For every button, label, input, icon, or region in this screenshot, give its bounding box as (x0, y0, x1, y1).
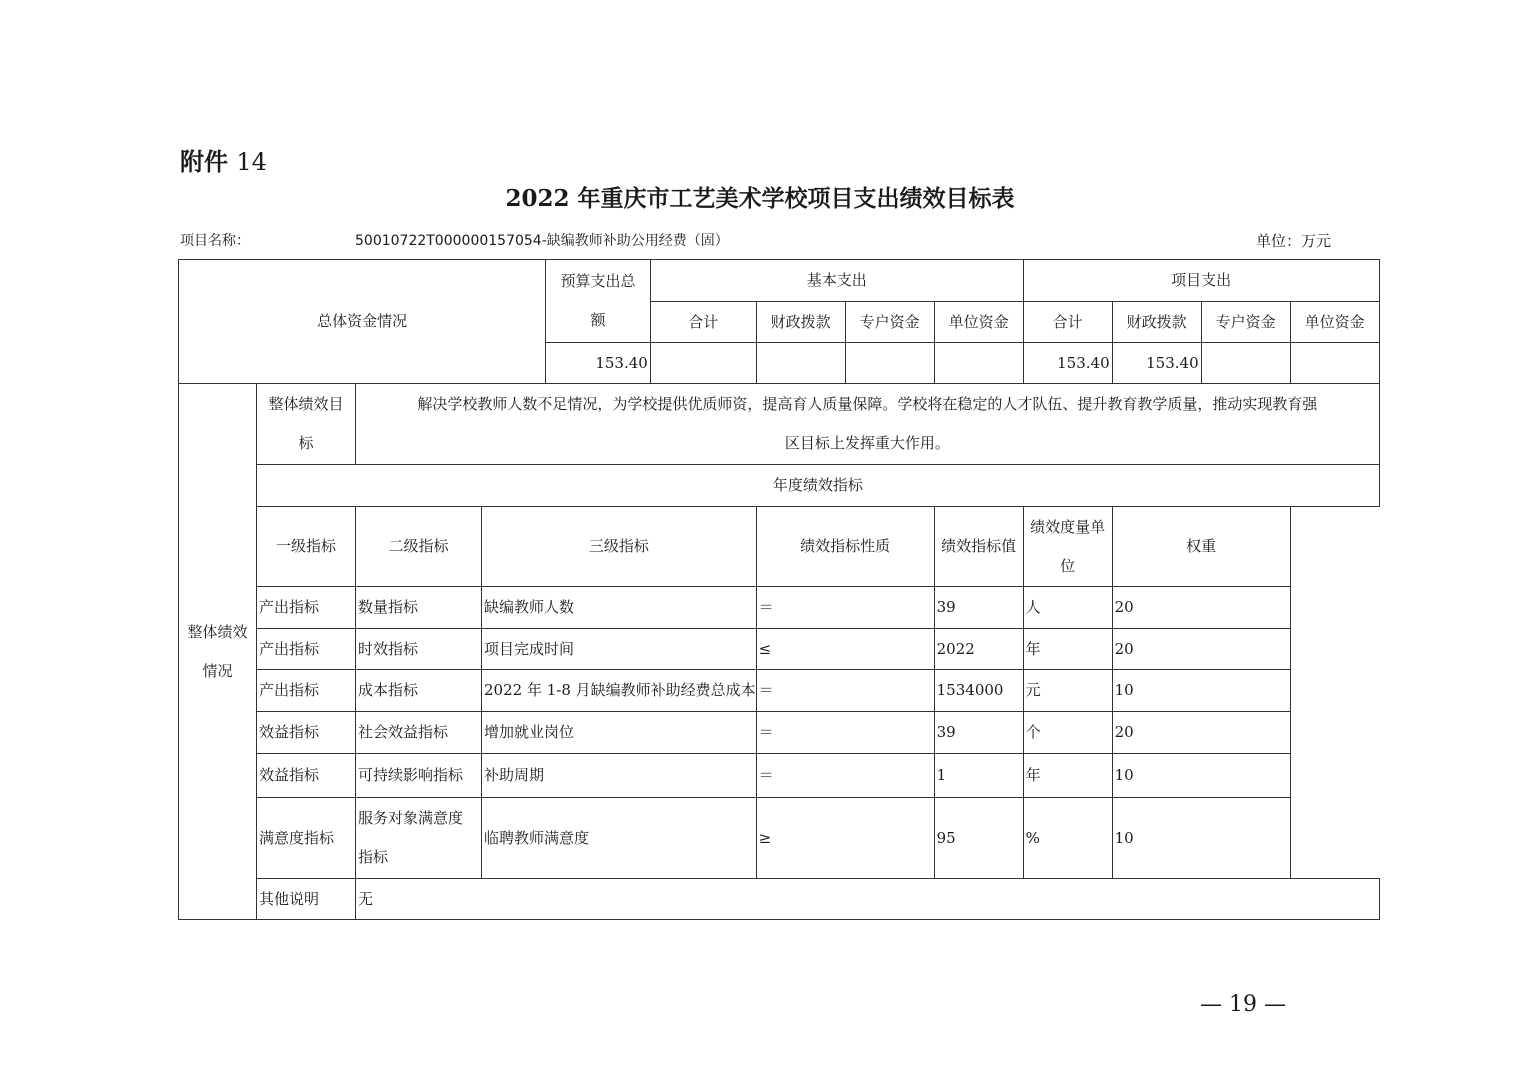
unit-label: 单位：万元 (1255, 232, 1331, 250)
project-special-header: 专户资金 (1201, 302, 1290, 343)
basic-fiscal-value (756, 343, 845, 384)
basic-total-header: 合计 (650, 302, 756, 343)
annual-indicators-header: 年度绩效指标 (257, 465, 1380, 507)
nature-cell: ＝ (756, 670, 934, 712)
project-name-value: 50010722T000000157054-缺编教师补助公用经费（固） (355, 233, 729, 249)
unit-cell: % (1023, 798, 1112, 879)
level1-cell: 效益指标 (257, 754, 356, 798)
level2-cell: 社会效益指标 (356, 712, 482, 754)
value-cell: 2022 (934, 629, 1023, 670)
level2-cell: 时效指标 (356, 629, 482, 670)
project-unit-value (1290, 343, 1379, 384)
basic-expense-header: 基本支出 (650, 260, 1023, 302)
value-cell: 1 (934, 754, 1023, 798)
nature-cell: ≥ (756, 798, 934, 879)
basic-special-header: 专户资金 (845, 302, 934, 343)
level3-cell: 增加就业岗位 (482, 712, 757, 754)
overall-goal-text: 解决学校教师人数不足情况，为学校提供优质师资，提高育人质量保障。学校将在稳定的人才队伍、提升教育教学质量，推动实现教育强 区目标上发挥重大作用。 (356, 384, 1380, 465)
nature-header: 绩效指标性质 (756, 507, 934, 587)
basic-total-value (650, 343, 756, 384)
project-name-label: 项目名称： (180, 233, 250, 249)
project-fiscal-header: 财政拨款 (1112, 302, 1201, 343)
basic-unit-value (934, 343, 1023, 384)
level1-cell: 产出指标 (257, 670, 356, 712)
other-notes-value: 无 (356, 879, 1380, 920)
level2-cell: 成本指标 (356, 670, 482, 712)
funds-section-label: 总体资金情况 (179, 260, 546, 384)
unit-cell: 年 (1023, 629, 1112, 670)
budget-total-header: 预算支出总 额 (546, 260, 651, 343)
project-total-value: 153.40 (1023, 343, 1112, 384)
page-number: — 19 — (1200, 992, 1286, 1017)
basic-unit-header: 单位资金 (934, 302, 1023, 343)
weight-cell: 10 (1112, 798, 1290, 879)
basic-special-value (845, 343, 934, 384)
level2-cell: 可持续影响指标 (356, 754, 482, 798)
project-unit-header: 单位资金 (1290, 302, 1379, 343)
unit-cell: 元 (1023, 670, 1112, 712)
level1-cell: 效益指标 (257, 712, 356, 754)
table-row (179, 798, 1380, 879)
table-row (179, 670, 1380, 712)
weight-cell: 10 (1112, 670, 1290, 712)
nature-cell: ＝ (756, 712, 934, 754)
weight-header: 权重 (1112, 507, 1290, 587)
table-row (179, 712, 1380, 754)
unit-cell: 人 (1023, 587, 1112, 629)
nature-cell: ＝ (756, 587, 934, 629)
unit-header: 绩效度量单 位 (1023, 507, 1112, 587)
level3-cell: 2022 年 1-8 月缺编教师补助经费总成本 (482, 670, 757, 712)
value-cell: 39 (934, 587, 1023, 629)
value-cell: 95 (934, 798, 1023, 879)
weight-cell: 10 (1112, 754, 1290, 798)
level3-header: 三级指标 (482, 507, 757, 587)
page-title: 2022 年重庆市工艺美术学校项目支出绩效目标表 (505, 185, 1015, 212)
table-row (179, 754, 1380, 798)
unit-cell: 个 (1023, 712, 1112, 754)
table-row (179, 629, 1380, 670)
budget-total-value: 153.40 (546, 343, 651, 384)
level3-cell: 补助周期 (482, 754, 757, 798)
level1-header: 一级指标 (257, 507, 356, 587)
value-cell: 39 (934, 712, 1023, 754)
level1-cell: 产出指标 (257, 587, 356, 629)
level1-cell: 产出指标 (257, 629, 356, 670)
weight-cell: 20 (1112, 712, 1290, 754)
weight-cell: 20 (1112, 587, 1290, 629)
level3-cell: 缺编教师人数 (482, 587, 757, 629)
basic-fiscal-header: 财政拨款 (756, 302, 845, 343)
value-header: 绩效指标值 (934, 507, 1023, 587)
project-special-value (1201, 343, 1290, 384)
attachment-number: 14 (236, 148, 267, 176)
level3-cell: 项目完成时间 (482, 629, 757, 670)
level2-header: 二级指标 (356, 507, 482, 587)
project-expense-header: 项目支出 (1023, 260, 1379, 302)
level2-cell: 服务对象满意度 指标 (356, 798, 482, 879)
value-cell: 1534000 (934, 670, 1023, 712)
project-fiscal-value: 153.40 (1112, 343, 1201, 384)
nature-cell: ＝ (756, 754, 934, 798)
performance-target-table (178, 259, 1380, 920)
weight-cell: 20 (1112, 629, 1290, 670)
performance-section-label: 整体绩效 情况 (179, 384, 257, 920)
nature-cell: ≤ (756, 629, 934, 670)
level3-cell: 临聘教师满意度 (482, 798, 757, 879)
other-notes-label: 其他说明 (257, 879, 356, 920)
attachment-label: 附件 14 (180, 147, 267, 176)
level2-cell: 数量指标 (356, 587, 482, 629)
project-total-header: 合计 (1023, 302, 1112, 343)
level1-cell: 满意度指标 (257, 798, 356, 879)
unit-cell: 年 (1023, 754, 1112, 798)
overall-goal-label: 整体绩效目 标 (257, 384, 356, 465)
table-row (179, 587, 1380, 629)
